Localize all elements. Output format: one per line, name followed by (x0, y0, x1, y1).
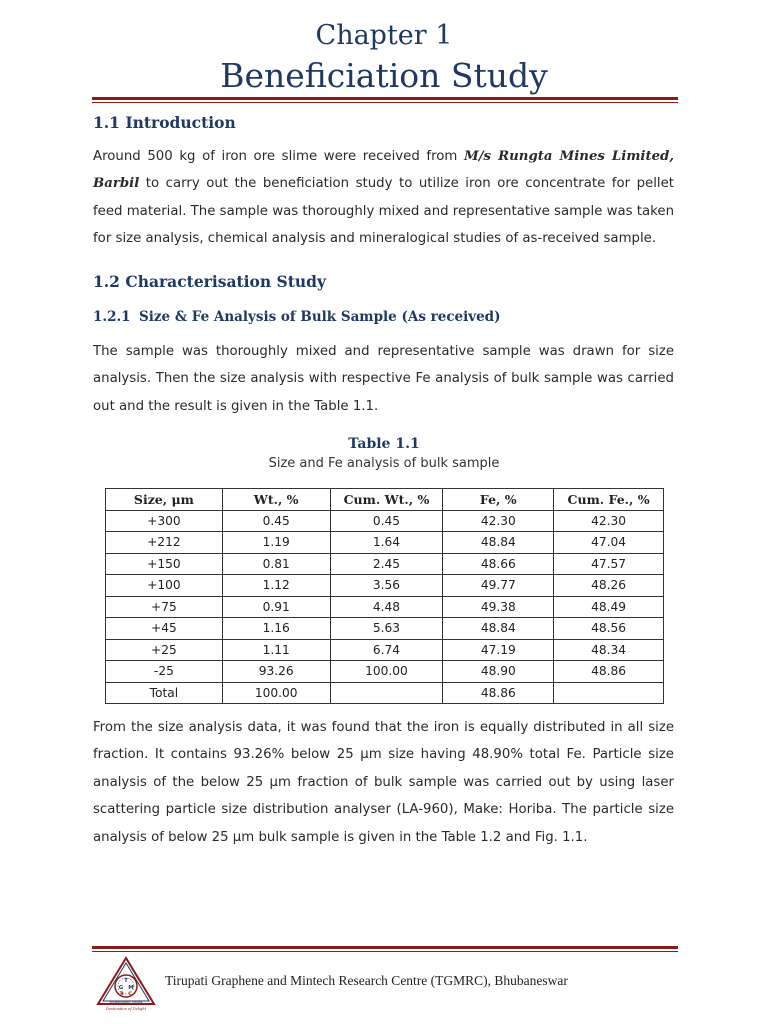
table-cell: 48.34 (554, 639, 664, 661)
intro-text-end: to carry out the beneficiation study to utilize iron ore concentrate for pellet feed material. The sample was thoroughly mixed and representative sample was taken for size analysis, chemical analysis and mineralogical studies of as-received sample. (93, 176, 674, 247)
table-cell: 47.57 (554, 553, 664, 575)
table-header-cell: Size, μm (106, 489, 223, 511)
table-header-cell: Fe, % (443, 489, 554, 511)
table-cell: 0.45 (330, 510, 443, 532)
table-cell: 2.45 (330, 553, 443, 575)
characterisation-heading: 1.2 Characterisation Study (93, 272, 327, 291)
table-row (106, 575, 664, 597)
table-cell: 1.11 (222, 639, 330, 661)
chapter-title: Beneficiation Study (220, 56, 548, 95)
logo-letter-r: R (120, 992, 124, 997)
table-cell: +100 (106, 575, 223, 597)
table-cell: -25 (106, 661, 223, 683)
table-cell: +75 (106, 596, 223, 618)
logo-letter-c: C (128, 992, 132, 997)
chapter-label: Chapter 1 (315, 20, 453, 51)
footer-divider (92, 946, 678, 952)
table-cell: +212 (106, 532, 223, 554)
table-row (106, 661, 664, 683)
table-row (106, 532, 664, 554)
logo-emblem-icon (96, 956, 156, 1012)
logo-letter-g: G (118, 985, 124, 991)
table-cell: 48.84 (443, 532, 554, 554)
logo-place: Bhubaneswar, Odisha (109, 1000, 143, 1004)
table-cell (554, 682, 664, 704)
table-header-cell: Cum. Fe., % (554, 489, 664, 511)
table-total-row (106, 682, 664, 704)
table-cell: 49.77 (443, 575, 554, 597)
table-cell: +300 (106, 510, 223, 532)
table-cell (330, 682, 443, 704)
subsection-number: 1.2.1 (93, 309, 131, 325)
table-cell: 3.56 (330, 575, 443, 597)
footer-text: Tirupati Graphene and Mintech Research Centre (TGMRC), Bhubaneswar (165, 973, 568, 988)
table-cell: 0.91 (222, 596, 330, 618)
table-row (106, 596, 664, 618)
table-cell: 48.86 (443, 682, 554, 704)
logo-letter-m: M (128, 985, 134, 991)
table-header-row (106, 489, 664, 511)
table-subcaption: Size and Fe analysis of bulk sample (268, 456, 500, 471)
table-header-cell: Wt., % (222, 489, 330, 511)
table-cell: 100.00 (330, 661, 443, 683)
table-cell: 42.30 (443, 510, 554, 532)
logo-letter-t: T (124, 978, 128, 984)
table-cell: 47.19 (443, 639, 554, 661)
table-cell: 48.86 (554, 661, 664, 683)
subsection-heading (93, 309, 501, 325)
table-cell: 93.26 (222, 661, 330, 683)
header-divider (92, 97, 678, 103)
table-cell: 1.64 (330, 532, 443, 554)
characterisation-paragraph: The sample was thoroughly mixed and representative sample was drawn for size analysis. Then the size analysis with respective Fe analysis of bulk sample was carried out and the result is given in the Table 1.1. (93, 344, 674, 414)
table-cell: 48.26 (554, 575, 664, 597)
table-cell: 49.38 (443, 596, 554, 618)
intro-text-start: Around 500 kg of iron ore slime were received from (93, 149, 464, 164)
table-caption: Table 1.1 (348, 436, 420, 452)
intro-paragraph (93, 143, 674, 253)
table-cell: 47.04 (554, 532, 664, 554)
table-header-cell: Cum. Wt., % (330, 489, 443, 511)
table-cell: +150 (106, 553, 223, 575)
table-cell: +25 (106, 639, 223, 661)
table-cell: 100.00 (222, 682, 330, 704)
table-cell: 0.81 (222, 553, 330, 575)
table-cell: 0.45 (222, 510, 330, 532)
tgmrc-logo (96, 956, 156, 1012)
table-cell: 5.63 (330, 618, 443, 640)
size-fe-table (105, 488, 664, 704)
subsection-title: Size & Fe Analysis of Bulk Sample (As received) (139, 309, 501, 325)
table-row (106, 510, 664, 532)
table-cell: 48.66 (443, 553, 554, 575)
table-cell: 1.19 (222, 532, 330, 554)
table-cell: 6.74 (330, 639, 443, 661)
table-row (106, 553, 664, 575)
analysis-paragraph: From the size analysis data, it was found that the iron is equally distributed in all size fraction. It contains 93.26% below 25 μm size having 48.90% total Fe. Particle size analysis of the below 25 μm fraction of bulk sample was carried out by using laser scattering particle size distribution analyser (LA-960), Make: Horiba. The particle size analysis of below 25 μm bulk sample is given in the Table 1.2 and Fig. 1.1. (93, 720, 674, 845)
table-row (106, 639, 664, 661)
table-cell: 48.90 (443, 661, 554, 683)
intro-heading: 1.1 Introduction (93, 113, 236, 132)
table-cell: Total (106, 682, 223, 704)
supplier-name: M/s Rungta Mines Limited, Barbil (93, 149, 674, 192)
table-cell: 4.48 (330, 596, 443, 618)
logo-tagline: Destination of Delight (105, 1007, 147, 1011)
table-cell: 48.56 (554, 618, 664, 640)
table-cell: 42.30 (554, 510, 664, 532)
table-row (106, 618, 664, 640)
table-cell: +45 (106, 618, 223, 640)
table-cell: 48.49 (554, 596, 664, 618)
table-cell: 48.84 (443, 618, 554, 640)
table-cell: 1.12 (222, 575, 330, 597)
table-cell: 1.16 (222, 618, 330, 640)
